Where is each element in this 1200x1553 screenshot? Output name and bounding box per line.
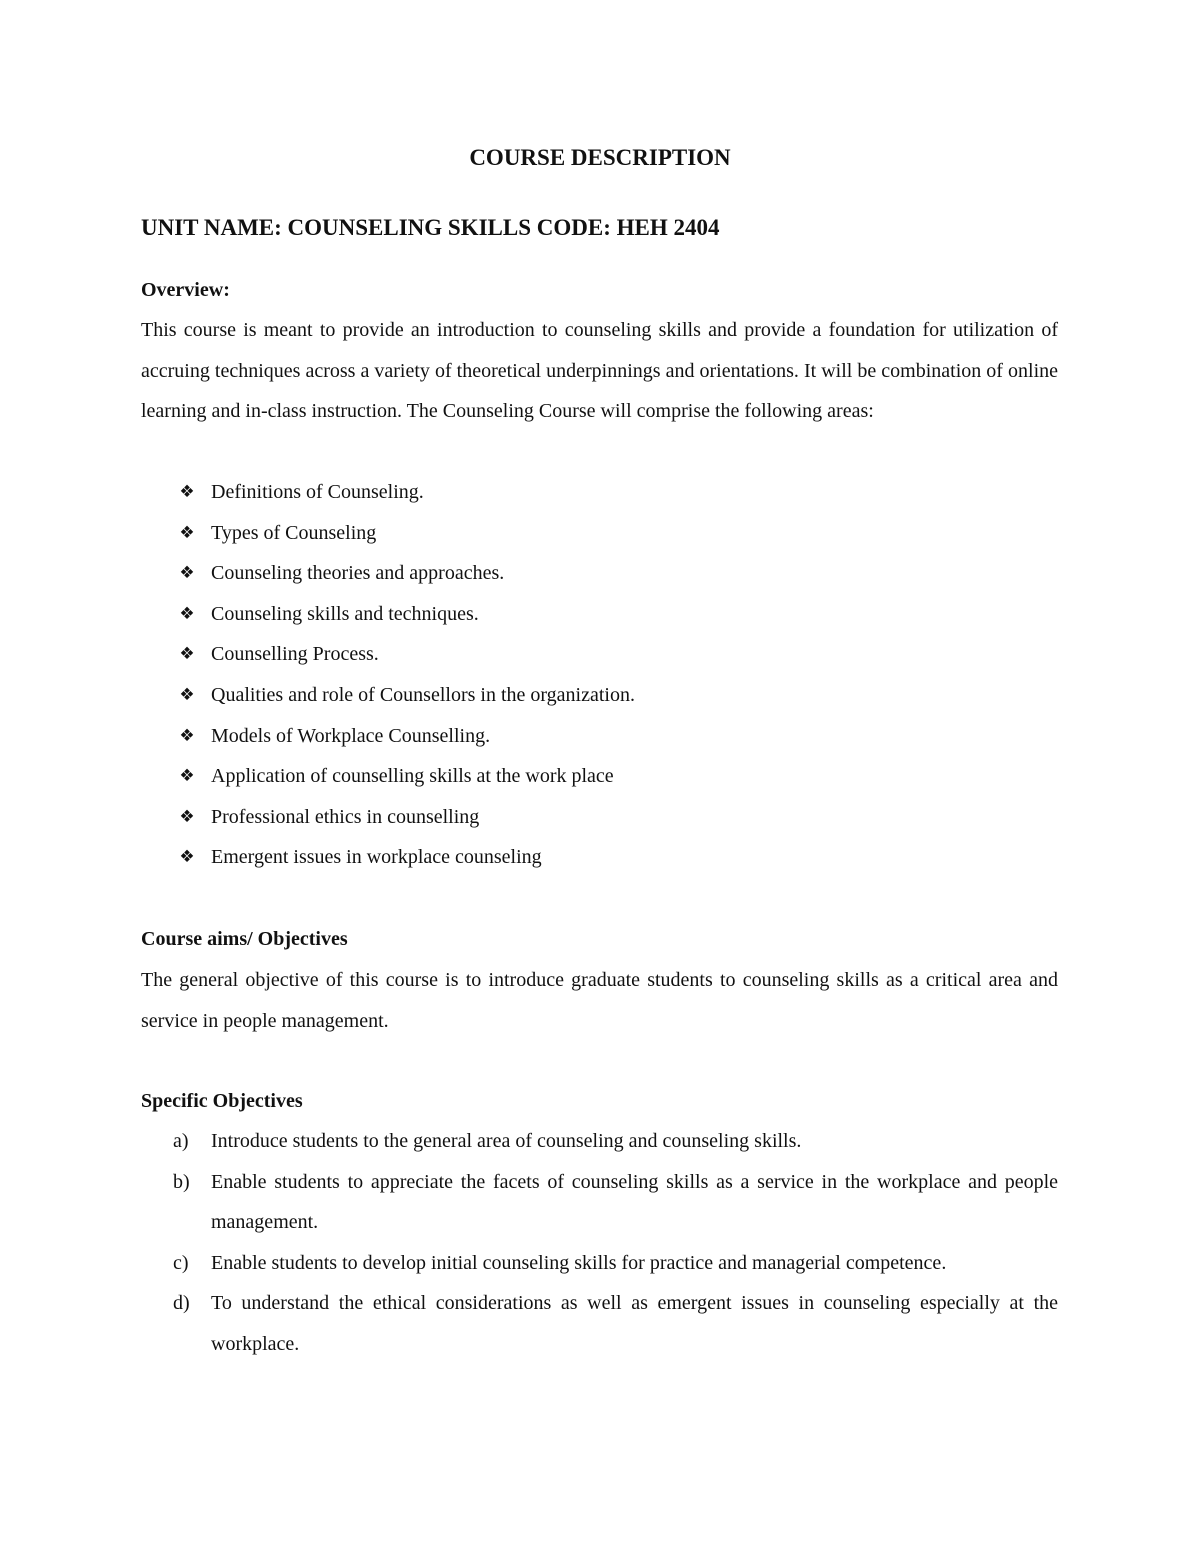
list-item xyxy=(141,756,1058,797)
list-item-text: Counseling theories and approaches. xyxy=(211,562,505,585)
list-marker: d) xyxy=(173,1292,190,1315)
list-item-text: Application of counselling skills at the work place xyxy=(211,765,614,788)
list-marker: c) xyxy=(173,1251,189,1274)
diamond-bullet-icon: ❖ xyxy=(179,603,195,624)
list-marker: b) xyxy=(173,1170,190,1193)
list-item xyxy=(141,513,1058,554)
diamond-bullet-icon: ❖ xyxy=(179,482,195,502)
list-item xyxy=(141,1121,1058,1162)
course-aims-paragraph: The general objective of this course is to introduce graduate students to counseling skills as a critical area and service in people management. xyxy=(141,969,1058,1032)
list-item xyxy=(141,472,1058,513)
diamond-bullet-icon: ❖ xyxy=(179,725,195,746)
list-item-text: Enable students to develop initial counseling skills for practice and managerial competence. xyxy=(211,1251,947,1274)
list-item xyxy=(141,837,1058,878)
list-item xyxy=(141,594,1058,635)
list-item xyxy=(141,1243,1058,1284)
diamond-bullet-icon: ❖ xyxy=(179,563,195,584)
list-item xyxy=(141,797,1058,838)
list-item-text: Types of Counseling xyxy=(211,521,377,544)
list-item-text: Emergent issues in workplace counseling xyxy=(211,846,542,869)
list-item-text: Definitions of Counseling. xyxy=(211,481,424,503)
list-item xyxy=(141,675,1058,716)
diamond-bullet-icon: ❖ xyxy=(179,766,195,787)
document-title: COURSE DESCRIPTION xyxy=(469,145,731,170)
diamond-bullet-icon: ❖ xyxy=(179,684,195,705)
list-item-text: Counselling Process. xyxy=(211,643,379,666)
list-item xyxy=(141,553,1058,594)
diamond-bullet-icon: ❖ xyxy=(179,847,195,868)
list-item xyxy=(141,1283,1058,1364)
list-item-text: Counseling skills and techniques. xyxy=(211,602,479,625)
list-item-text: Professional ethics in counselling xyxy=(211,805,480,828)
list-item-text: Introduce students to the general area of counseling and counseling skills. xyxy=(211,1130,802,1152)
overview-heading: Overview: xyxy=(141,279,230,301)
specific-objectives-heading: Specific Objectives xyxy=(141,1090,303,1112)
diamond-bullet-icon: ❖ xyxy=(179,806,195,827)
list-item xyxy=(141,1162,1058,1243)
list-item-text: Enable students to appreciate the facets of counseling skills as a service in the workplace and people management. xyxy=(211,1170,1058,1234)
list-item-text: To understand the ethical considerations as well as emergent issues in counseling especially at the workplace. xyxy=(211,1292,1058,1355)
unit-name-code: UNIT NAME: COUNSELING SKILLS CODE: HEH 2404 xyxy=(141,215,720,240)
overview-paragraph: This course is meant to provide an introduction to counseling skills and provide a foundation for utilization of accruing techniques across a variety of theoretical underpinnings and orientations. It will be combination of online learning and in-class instruction. The Counseling Course will comprise the following areas: xyxy=(141,319,1058,423)
diamond-bullet-icon: ❖ xyxy=(179,644,195,665)
course-aims-heading: Course aims/ Objectives xyxy=(141,928,348,950)
diamond-bullet-icon: ❖ xyxy=(179,522,195,543)
list-item xyxy=(141,634,1058,675)
list-item xyxy=(141,716,1058,757)
list-item-text: Qualities and role of Counsellors in the organization. xyxy=(211,683,635,706)
course-areas-list xyxy=(141,472,1058,878)
list-item-text: Models of Workplace Counselling. xyxy=(211,724,491,747)
specific-objectives-list xyxy=(141,1121,1058,1365)
list-marker: a) xyxy=(173,1130,189,1152)
